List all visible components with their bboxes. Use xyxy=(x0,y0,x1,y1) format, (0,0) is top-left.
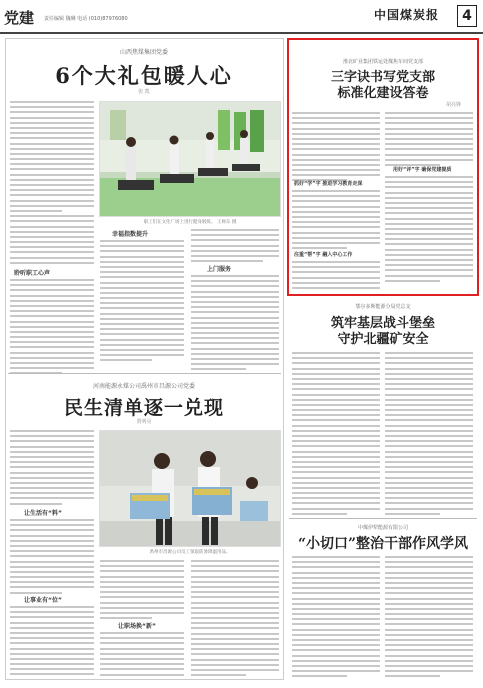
article1-photo xyxy=(99,101,281,217)
article1-title[interactable]: 6个大礼包暖人心 xyxy=(55,63,233,88)
article2-subhead-1: 让生活有“料” xyxy=(24,510,62,517)
article1-text-col3b xyxy=(191,275,279,374)
article2-photo xyxy=(99,430,281,547)
right-article3-text-col1 xyxy=(292,556,380,681)
right-article3-title[interactable]: “小切口”整治干部作风学风 xyxy=(297,536,469,552)
workers-holding-gifts-illustration xyxy=(100,431,281,547)
article2-kicker: 河南能源永煤公司禹州市昌源公司党委 xyxy=(92,383,195,390)
right-article2-kicker: 鄂尔多斯能源分局党总支 xyxy=(355,304,411,310)
masthead-meta: 责任编辑 魏琳 电话 (010)87976080 xyxy=(44,16,128,22)
highlight-text-col1c xyxy=(292,261,380,292)
highlight-byline: 胡亮锋 xyxy=(445,102,461,108)
right-article2-text-col1 xyxy=(292,352,380,518)
right-article3-text-col2 xyxy=(385,556,473,681)
left-divider xyxy=(8,373,281,374)
highlight-text-col2 xyxy=(385,112,473,169)
article1-subhead-3: 上门服务 xyxy=(207,266,232,273)
section-name: 党建 xyxy=(4,9,35,27)
highlight-subhead-1: 抓好“学”字 推进学习教育走深 xyxy=(294,181,363,187)
article2-subhead-2: 让事业有“位” xyxy=(24,597,62,604)
article1-subhead-2: 幸福指数提升 xyxy=(112,231,149,238)
highlight-title-line2[interactable]: 标准化建设答卷 xyxy=(337,86,429,101)
right-article2-text-col2 xyxy=(385,352,473,518)
article1-caption: 职工们在文化广场上进行健身锻炼。 王帅东 摄 xyxy=(143,220,237,225)
highlight-kicker: 淮北矿业集团铁运处煤焦车间党支部 xyxy=(342,59,423,65)
newspaper-logo: 中国煤炭报 xyxy=(373,8,439,22)
article2-text-col3 xyxy=(191,560,279,679)
right-article2-title-line2[interactable]: 守护北疆矿安全 xyxy=(337,332,429,347)
masthead xyxy=(0,0,483,34)
article1-text-col1 xyxy=(10,101,94,267)
article2-caption: 禹州市昌源公司员工领取防暑降温用品。 xyxy=(149,550,231,555)
article2-text-col2b xyxy=(100,632,184,679)
article1-text-col2 xyxy=(100,240,184,365)
article2-title[interactable]: 民生清单逐一兑现 xyxy=(63,397,224,419)
highlight-text-col2b xyxy=(385,176,473,285)
right-divider xyxy=(289,518,477,519)
article2-subhead-3: 让职场换“新” xyxy=(118,623,156,630)
article1-byline: 张 凯 xyxy=(138,89,150,95)
highlight-text-col1b xyxy=(292,190,380,252)
article1-text-col1b xyxy=(10,279,94,378)
article2-text-col2 xyxy=(100,560,184,622)
highlight-subhead-2: 注重“帮”字 融入中心工作 xyxy=(294,252,353,258)
article1-kicker: 山西焦煤集团党委 xyxy=(119,49,168,56)
highlight-title-line1[interactable]: 三字诀书写党支部 xyxy=(330,70,435,85)
right-article2-title-line1[interactable]: 筑牢基层战斗堡垒 xyxy=(330,316,435,331)
page-number: 4 xyxy=(457,5,477,27)
article2-text-col1 xyxy=(10,430,94,508)
highlight-subhead-3: 用好“评”字 确保党建提质 xyxy=(393,167,452,173)
article1-text-col3 xyxy=(191,229,279,265)
right-article3-kicker: 中煤伊犁能源有限公司 xyxy=(357,525,408,531)
article2-text-col1c xyxy=(10,606,94,679)
gym-scene-illustration xyxy=(100,102,281,217)
article2-byline: 贾明亮 xyxy=(136,419,152,425)
highlight-text-col1 xyxy=(292,112,380,185)
article1-subhead-1: 聆听职工心声 xyxy=(14,270,51,277)
article2-text-col1b xyxy=(10,519,94,597)
